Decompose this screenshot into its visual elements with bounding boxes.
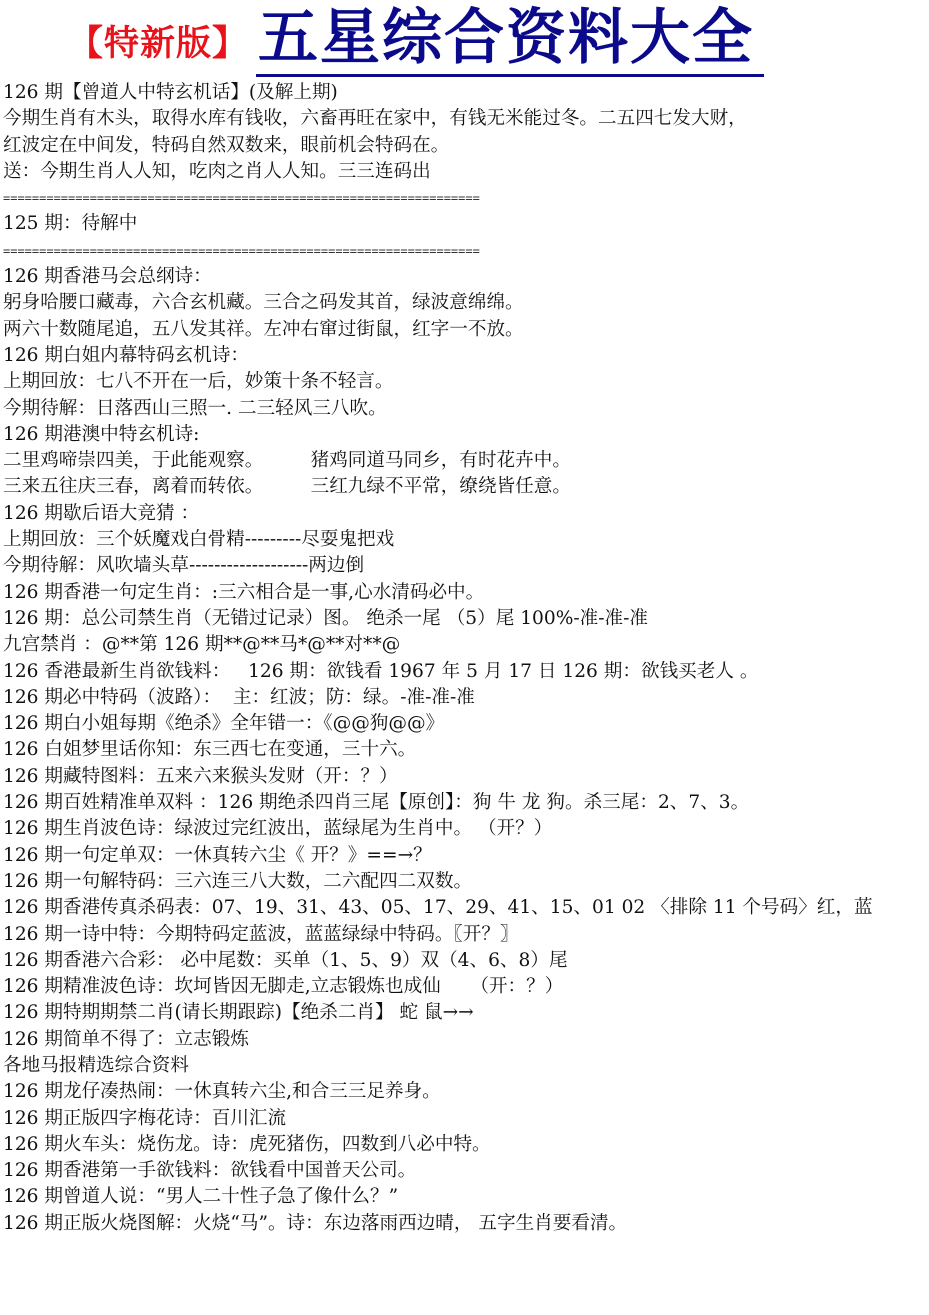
text-line: 126 期一句解特码：三六连三八大数，二六配四二双数。: [3, 870, 473, 892]
text-line: 今期待解：风吹墙头草-------------------两边倒: [3, 555, 365, 577]
text-line: 今期待解：日落西山三照一. 二三轻风三八吹。: [3, 397, 387, 419]
document-header: [0, 0, 929, 82]
text-line: 躬身哈腰口藏毒，六合玄机藏。三合之码发其首，绿波意绵绵。: [3, 292, 524, 314]
text-line: 126 期香港六合彩： 必中尾数：买单（1、5、9）双（4、6、8）尾: [3, 949, 568, 971]
text-line: 各地马报精选综合资料: [3, 1054, 189, 1076]
text-line: 126 期正版火烧图解：火烧“马”。诗：东边落雨西边晴， 五字生肖要看清。: [3, 1212, 628, 1234]
separator-line: ==================================================================: [3, 243, 480, 258]
text-line: 126 期香港一句定生肖：:三六相合是一事,心水清码必中。: [3, 581, 485, 603]
text-line: 三来五往庆三春，离着而转依。 三红九绿不平常，缭绕皆任意。: [3, 476, 571, 498]
text-line: 126 期歇后语大竞猜 ：: [3, 502, 200, 524]
text-line: 两六十数随尾追，五八发其祥。左冲右窜过街鼠，红字一不放。: [3, 318, 524, 340]
text-line: 126 期香港第一手欲钱料：欲钱看中国普天公司。: [3, 1160, 417, 1182]
text-line: 126 香港最新生肖欲钱料： 126 期：欲钱看 1967 年 5 月 17 日 126 期：欲钱买老人 。: [3, 660, 759, 682]
text-line: 125 期：待解中: [3, 213, 138, 235]
text-line: 126 期特期期禁二肖(请长期跟踪)【绝杀二肖】 蛇 鼠→→: [3, 1002, 474, 1024]
text-line: 126 期白小姐每期《绝杀》全年错一：《@@狗@@》: [3, 713, 445, 735]
text-line: 126 期百姓精准单双料 ：126 期绝杀四肖三尾【原创】：狗 牛 龙 狗。杀三尾：2、7、3。: [3, 792, 750, 814]
text-line: 红波定在中间发，特码自然双数来，眼前机会特码在。: [3, 134, 450, 156]
separator-line: ==================================================================: [3, 191, 480, 206]
text-line: 126 期【曾道人中特玄机话】(及解上期): [3, 82, 338, 103]
text-line: 126 期简单不得了：立志锻炼: [3, 1028, 249, 1050]
text-line: 九宫禁肖 ：@**第 126 期**@**马*@**对**@: [3, 634, 401, 656]
text-line: 二里鸡啼崇四美，于此能观察。 猪鸡同道马同乡，有时花卉中。: [3, 450, 571, 472]
text-line: 126 期香港马会总纲诗：: [3, 266, 212, 288]
text-line: 126 期必中特码（波路）： 主：红波；防：绿。-准-准-准: [3, 686, 475, 708]
text-line: 126 白姐梦里话你知：东三西七在变通，三十六。: [3, 739, 417, 761]
text-line: 126 期藏特图料：五来六来猴头发财（开：？）: [3, 765, 398, 787]
text-line: 126 期龙仔凑热闹：一休真转六尘,和合三三足养身。: [3, 1081, 441, 1103]
text-line: 126 期：总公司禁生肖（无错过记录）图。 绝杀一尾 （5）尾 100%-准-准-准: [3, 607, 648, 629]
document-body: [3, 80, 927, 1237]
text-line: 126 期火车头：烧伤龙。诗：虎死猪伤，四数到八必中特。: [3, 1133, 491, 1155]
page-title: 五星综合资料大全: [258, 3, 754, 73]
text-line: 126 期正版四字梅花诗：百川汇流: [3, 1107, 287, 1129]
text-line: 126 期精准波色诗：坎坷皆因无脚走,立志锻炼也成仙 （开：？）: [3, 976, 564, 998]
text-line: 上期回放：三个妖魔戏白骨精---------尽耍鬼把戏: [3, 529, 395, 551]
text-line: 上期回放：七八不开在一后，妙策十条不轻言。: [3, 371, 394, 393]
text-line: 126 期一句定单双：一休真转六尘《 开？》==→？: [3, 844, 432, 866]
text-line: 126 期港澳中特玄机诗:: [3, 423, 200, 445]
text-line: 126 期白姐内幕特码玄机诗：: [3, 344, 249, 366]
text-line: 126 期香港传真杀码表：07、19、31、43、05、17、29、41、15、01 02 〈排除 11 个号码〉红，蓝: [3, 897, 873, 919]
text-line: 今期生肖有木头，取得水库有钱收，六畜再旺在家中，有钱无米能过冬。二五四七发大财，: [3, 108, 747, 130]
text-line: 126 期一诗中特：今期特码定蓝波，蓝蓝绿绿中特码。〖开？〗: [3, 923, 519, 945]
edition-tag: 【特新版】: [68, 24, 249, 64]
title-underline: [256, 74, 764, 77]
text-line: 126 期曾道人说：“男人二十性子急了像什么？”: [3, 1186, 399, 1208]
text-line: 126 期生肖波色诗：绿波过完红波出，蓝绿尾为生肖中。 （开？）: [3, 818, 553, 840]
text-line: 送：今期生肖人人知，吃肉之肖人人知。三三连码出: [3, 160, 431, 182]
